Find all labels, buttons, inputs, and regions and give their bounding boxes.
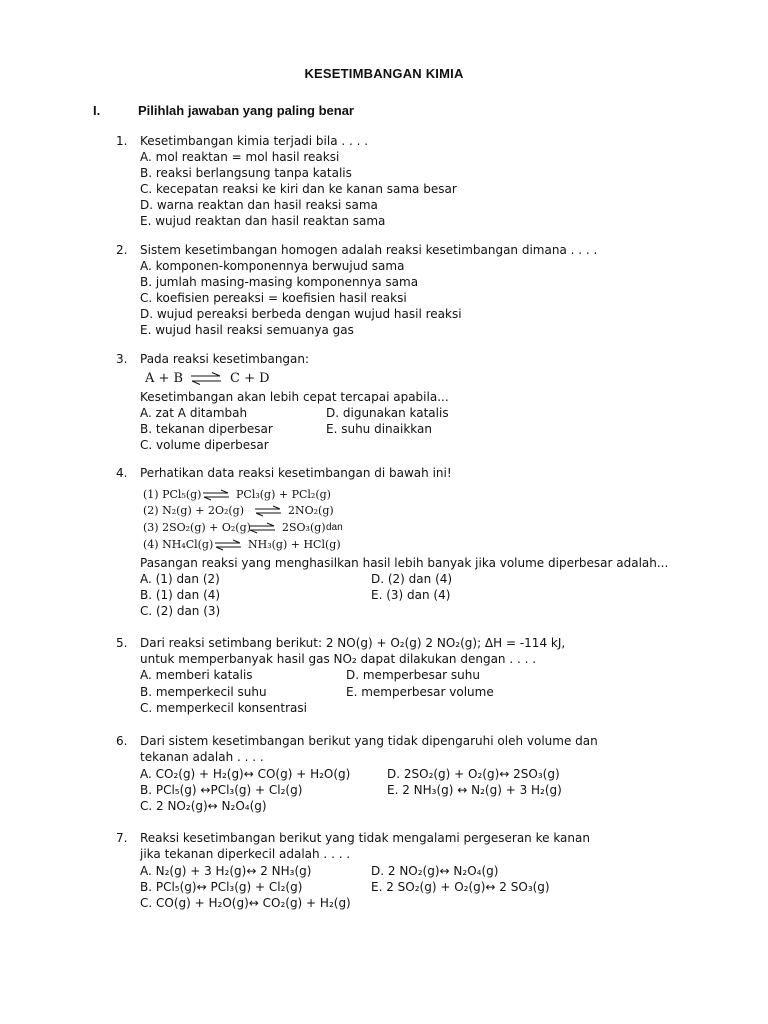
option-c: C. volume diperbesar [140, 438, 269, 452]
equilibrium-arrow-icon [190, 372, 222, 386]
reaction-3-left: (3) 2SO₂(g) + O₂(g) [143, 521, 251, 534]
option-d: D. wujud pereaksi berbeda dengan wujud hasil reaksi [140, 307, 462, 321]
option-d: D. digunakan katalis [326, 406, 449, 420]
option-c: C. memperkecil konsentrasi [140, 701, 307, 715]
option-d: D. 2 NO₂(g)↔ N₂O₄(g) [371, 864, 499, 878]
option-e: E. (3) dan (4) [371, 588, 451, 602]
option-c: C. (2) dan (3) [140, 604, 221, 618]
question-number: 3. [116, 352, 128, 366]
equilibrium-arrow-icon [202, 489, 230, 501]
option-a: A. zat A ditambah [140, 406, 248, 420]
reaction-1-right: PCl₃(g) + PCl₂(g) [236, 488, 331, 501]
question-stem: Pada reaksi kesetimbangan: [140, 352, 310, 366]
option-d: D. memperbesar suhu [346, 668, 480, 682]
reaction-1-left: (1) PCl₅(g) [143, 488, 202, 501]
option-c: C. kecepatan reaksi ke kiri dan ke kanan sama besar [140, 182, 457, 196]
option-b: B. (1) dan (4) [140, 588, 221, 602]
option-a: A. memberi katalis [140, 668, 253, 682]
option-e: E. memperbesar volume [346, 685, 494, 699]
option-d: D. warna reaktan dan hasil reaksi sama [140, 198, 378, 212]
option-d: D. 2SO₂(g) + O₂(g)↔ 2SO₃(g) [387, 767, 560, 781]
section-instruction: Pilihlah jawaban yang paling benar [138, 103, 354, 118]
reaction-4-left: (4) NH₄Cl(g) [143, 538, 214, 551]
equation-reactants: A + B [145, 371, 184, 386]
option-b: B. jumlah masing-masing komponennya sama [140, 275, 419, 289]
question-number: 5. [116, 636, 128, 650]
reaction-connector: dan [326, 522, 343, 533]
question-stem: Kesetimbangan kimia terjadi bila . . . . [140, 134, 369, 148]
option-c: C. 2 NO₂(g)↔ N₂O₄(g) [140, 799, 267, 813]
option-e: E. 2 SO₂(g) + O₂(g)↔ 2 SO₃(g) [371, 880, 550, 894]
question-number: 2. [116, 243, 128, 257]
option-d: D. (2) dan (4) [371, 572, 453, 586]
option-e: E. suhu dinaikkan [326, 422, 432, 436]
option-e: E. wujud hasil reaksi semuanya gas [140, 323, 354, 337]
option-a: A. (1) dan (2) [140, 572, 220, 586]
option-a: A. CO₂(g) + H₂(g)↔ CO(g) + H₂O(g) [140, 767, 351, 781]
question-number: 7. [116, 831, 128, 845]
question-prompt: untuk memperbanyak hasil gas NO₂ dapat dilakukan dengan . . . . [140, 652, 537, 666]
question-stem: Perhatikan data reaksi kesetimbangan di bawah ini! [140, 466, 452, 480]
option-b: B. PCl₅(g) ↔PCl₃(g) + Cl₂(g) [140, 783, 303, 797]
reaction-2-left: (2) N₂(g) + 2O₂(g) [143, 504, 244, 517]
option-e: E. 2 NH₃(g) ↔ N₂(g) + 3 H₂(g) [387, 783, 562, 797]
question-stem: Sistem kesetimbangan homogen adalah reaksi kesetimbangan dimana . . . . [140, 243, 598, 257]
question-number: 4. [116, 466, 128, 480]
equilibrium-arrow-icon [214, 539, 242, 551]
question-prompt: jika tekanan diperkecil adalah . . . . [140, 847, 351, 861]
option-a: A. N₂(g) + 3 H₂(g)↔ 2 NH₃(g) [140, 864, 312, 878]
reaction-2-right: 2NO₂(g) [288, 504, 334, 517]
option-a: A. mol reaktan = mol hasil reaksi [140, 150, 340, 164]
option-b: B. tekanan diperbesar [140, 422, 273, 436]
question-prompt: tekanan adalah . . . . [140, 750, 264, 764]
option-c: C. koefisien pereaksi = koefisien hasil reaksi [140, 291, 407, 305]
question-stem: Dari reaksi setimbang berikut: 2 NO(g) + O₂(g) 2 NO₂(g); ΔH = -114 kJ, [140, 636, 566, 650]
question-stem: Dari sistem kesetimbangan berikut yang tidak dipengaruhi oleh volume dan [140, 734, 598, 748]
page-title: KESETIMBANGAN KIMIA [304, 66, 464, 81]
option-e: E. wujud reaktan dan hasil reaktan sama [140, 214, 386, 228]
option-b: B. reaksi berlangsung tanpa katalis [140, 166, 352, 180]
equilibrium-arrow-icon [254, 505, 282, 517]
option-b: B. memperkecil suhu [140, 685, 267, 699]
question-number: 6. [116, 734, 128, 748]
question-prompt: Kesetimbangan akan lebih cepat tercapai apabila... [140, 390, 449, 404]
option-b: B. PCl₅(g)↔ PCl₃(g) + Cl₂(g) [140, 880, 303, 894]
question-number: 1. [116, 134, 128, 148]
reaction-3-right: 2SO₃(g) [282, 521, 326, 534]
section-number: I. [93, 103, 101, 118]
equation-products: C + D [230, 371, 270, 386]
question-prompt: Pasangan reaksi yang menghasilkan hasil lebih banyak jika volume diperbesar adalah... [140, 556, 669, 570]
option-a: A. komponen-komponennya berwujud sama [140, 259, 405, 273]
question-stem: Reaksi kesetimbangan berikut yang tidak mengalami pergeseran ke kanan [140, 831, 590, 845]
option-c: C. CO(g) + H₂O(g)↔ CO₂(g) + H₂(g) [140, 896, 351, 910]
reaction-4-right: NH₃(g) + HCl(g) [248, 538, 341, 551]
equilibrium-arrow-icon [248, 522, 276, 534]
